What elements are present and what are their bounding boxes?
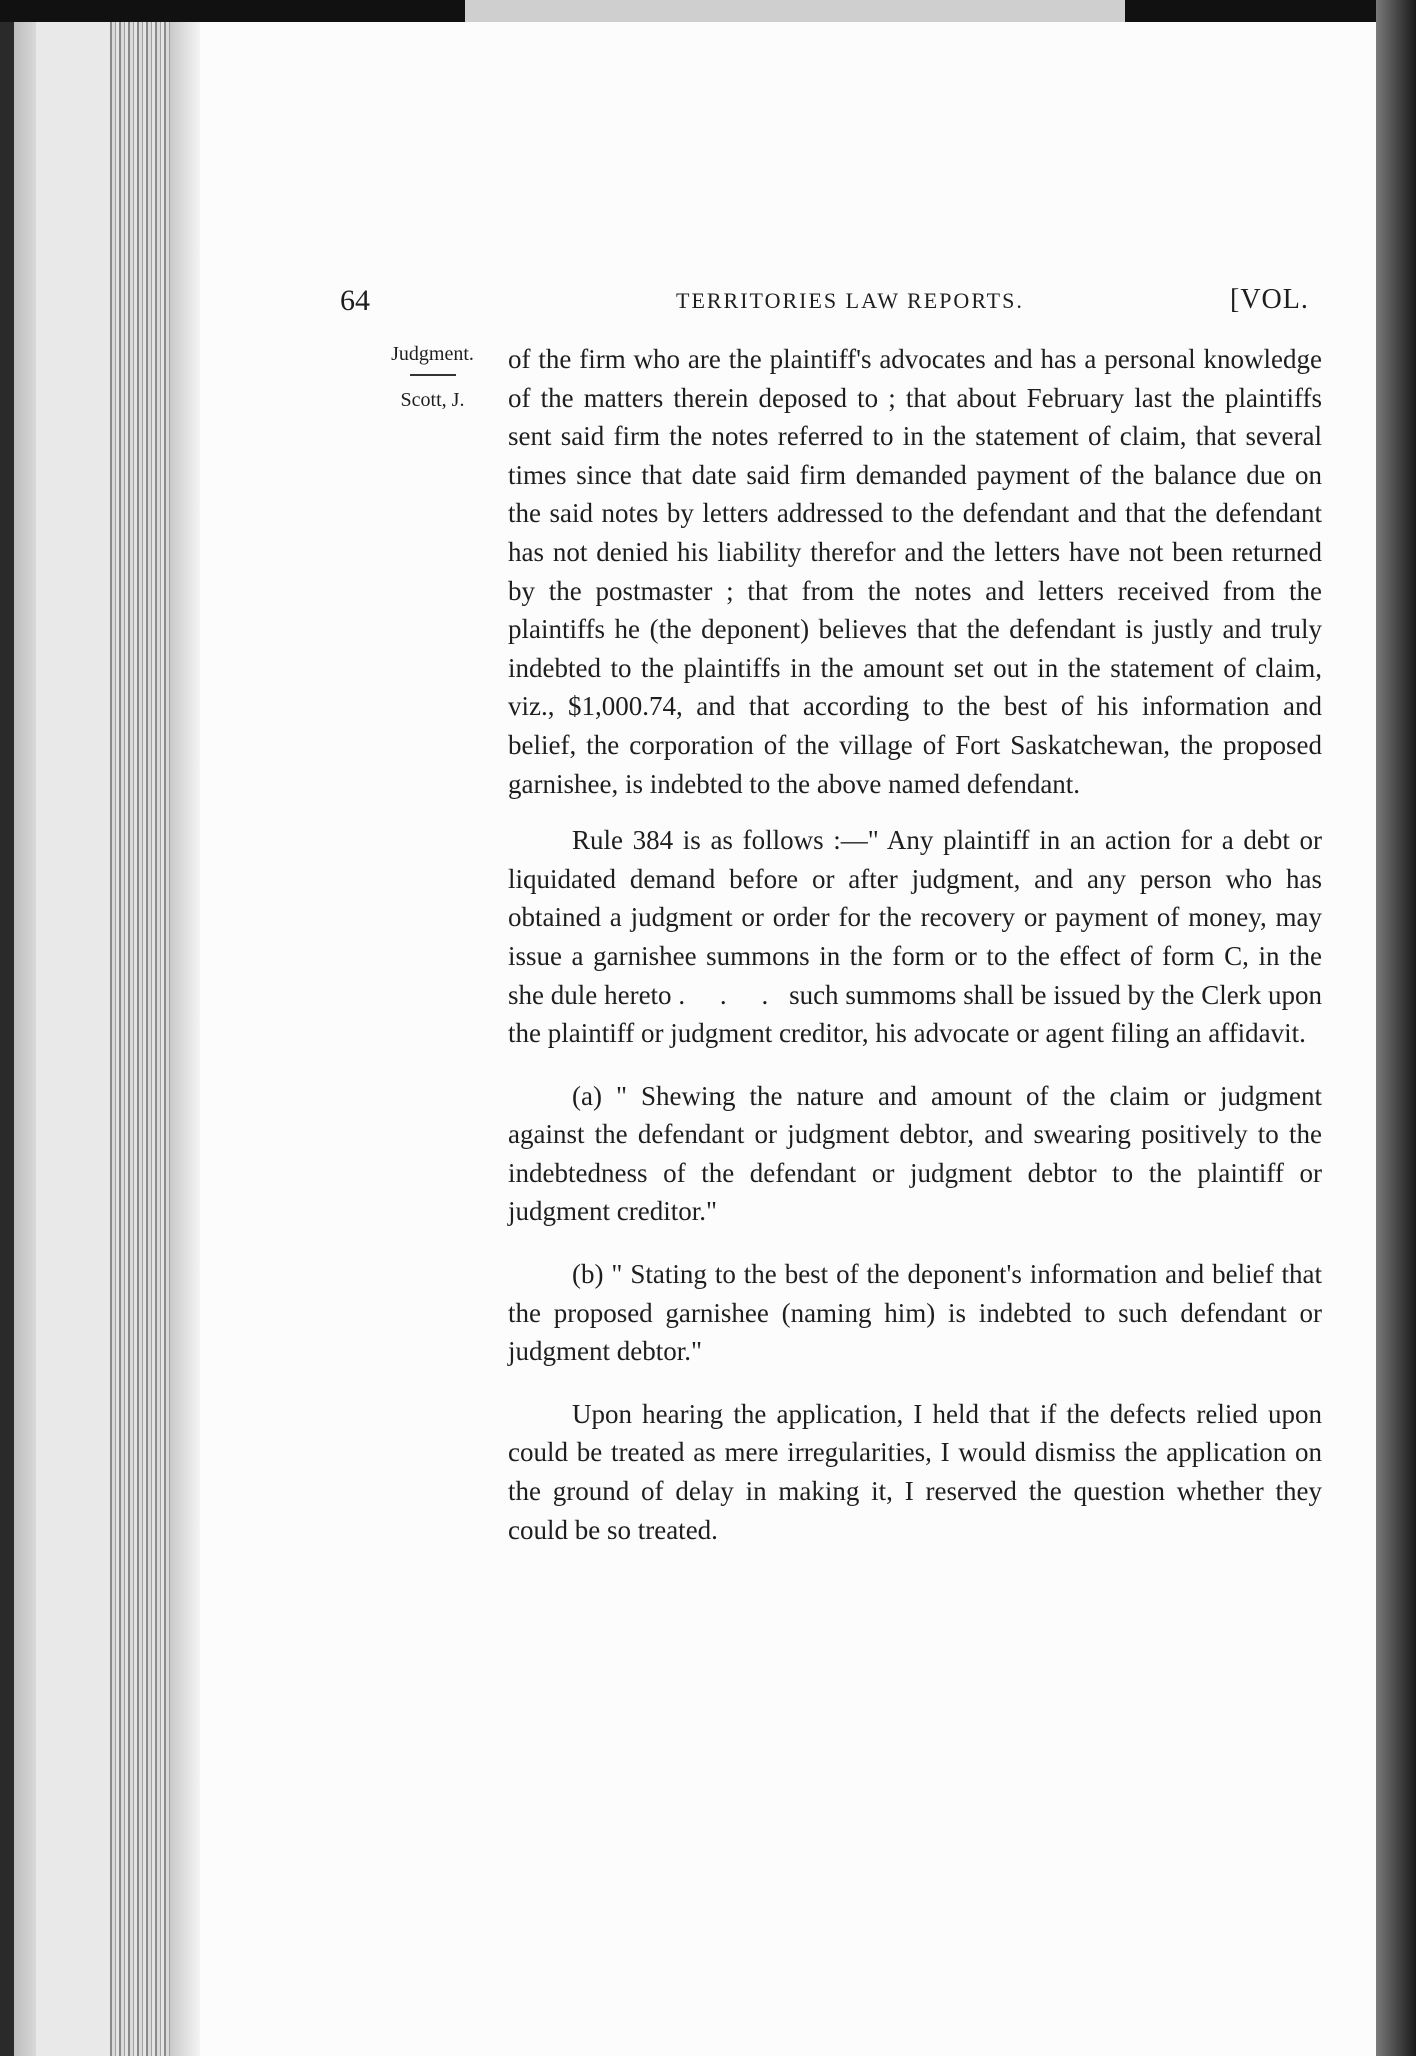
rule-384-text-before: Rule 384 is as follows :—" Any plaintiff in an action for a debt or liquidated demand before or after judgment, and any person who has obtained a judgment or order for the recovery or payment of money, may issue a garnishee summons in the form or to the effect of form C, in the she dule hereto	[508, 825, 1322, 1010]
paragraph-clause-a: (a) " Shewing the nature and amount of the claim or judgment against the defendant or judgment debtor, and swearing positively to the indebtedness of the defendant or judgment debtor to the plaintiff or judgment creditor."	[508, 1080, 1322, 1227]
margin-note-judge: Scott, J.	[400, 389, 465, 411]
rule-384-text-after: such summoms shall be issued by the Clerk upon the plaintiff or judgment creditor, his advocate or agent filing an affidavit.	[508, 979, 1323, 1049]
margin-note-topic: Judgment.	[391, 343, 474, 365]
top-dark-band	[0, 0, 1416, 22]
paragraph-holding: Upon hearing the application, I held that if the defects relied upon could be treated as mere irregularities, I would dismiss the application on the ground of delay in making it, I reserved the question whether they could be so treated.	[508, 1398, 1322, 1545]
rule-384-ellipsis: . . .	[678, 979, 783, 1010]
running-title: TERRITORIES LAW REPORTS.	[676, 288, 1024, 313]
paragraph-affidavit-continued: of the firm who are the plaintiff's advocates and has a personal knowledge of the matters therein deposed to ; that about February last the plaintiffs sent said firm the notes referred to in the statement of claim, that several times since that date said firm demanded payment of the balance due on the said notes by letters addressed to the defendant and that the defendant has not denied his liability therefor and the letters have not been returned by the postmaster ; that from the notes and letters received from the plaintiffs he (the deponent) believes that the defendant is justly and truly indebted to the plaintiffs in the amount set out in the statement of claim, viz., $1,000.74, and that according to the best of his information and belief, the corporation of the village of Fort Saskatchewan, the proposed garnishee, is indebted to the above named defendant.	[508, 344, 1322, 799]
margin-rule	[410, 374, 456, 376]
margin-notes	[350, 340, 515, 414]
top-band-highlight	[465, 0, 1125, 22]
page-number: 64	[340, 284, 370, 317]
page-stack-edge	[110, 22, 170, 2056]
paragraph-clause-b: (b) " Stating to the best of the deponent's information and belief that the proposed garnishee (naming him) is indebted to such defendant or judgment debtor."	[508, 1259, 1322, 1367]
running-head	[200, 284, 1376, 344]
book-page	[200, 22, 1376, 2056]
page-gutter-shadow	[170, 22, 200, 2056]
volume-marker: [VOL.	[1230, 284, 1309, 315]
body-text	[508, 340, 1322, 1549]
right-dark-margin	[1376, 0, 1416, 2056]
book-spine-edge	[0, 22, 36, 2056]
book-page-edges	[0, 22, 200, 2056]
paragraph-rule-384	[508, 821, 1322, 1053]
